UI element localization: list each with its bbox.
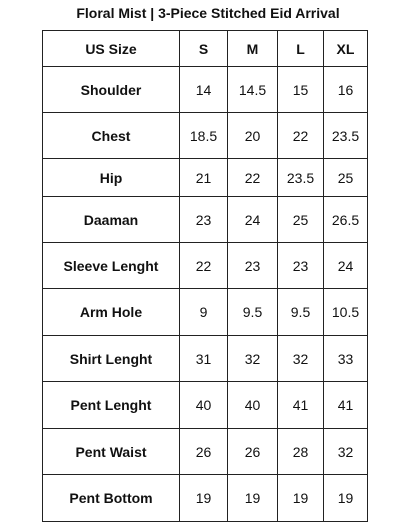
table-row — [43, 243, 368, 289]
table-cell: 20 — [228, 113, 278, 159]
table-cell: 31 — [180, 336, 228, 382]
row-label: Hip — [43, 159, 180, 197]
table-cell: 40 — [228, 382, 278, 429]
table-cell: 14.5 — [228, 67, 278, 113]
size-chart-table — [42, 30, 368, 522]
table-cell: 19 — [228, 475, 278, 522]
table-row — [43, 475, 368, 522]
table-cell: 22 — [180, 243, 228, 289]
table-cell: 9.5 — [228, 289, 278, 336]
column-header: L — [278, 31, 324, 67]
table-row — [43, 429, 368, 475]
table-cell: 24 — [228, 197, 278, 243]
table-cell: 33 — [324, 336, 368, 382]
table-cell: 22 — [278, 113, 324, 159]
column-header: S — [180, 31, 228, 67]
table-row — [43, 197, 368, 243]
table-cell: 14 — [180, 67, 228, 113]
table-cell: 9.5 — [278, 289, 324, 336]
row-label: Daaman — [43, 197, 180, 243]
table-cell: 28 — [278, 429, 324, 475]
row-label: Pent Lenght — [43, 382, 180, 429]
table-cell: 25 — [278, 197, 324, 243]
row-label: Shirt Lenght — [43, 336, 180, 382]
row-label: Chest — [43, 113, 180, 159]
table-header-row — [43, 31, 368, 67]
table-cell: 19 — [180, 475, 228, 522]
table-cell: 23 — [278, 243, 324, 289]
row-label: Pent Waist — [43, 429, 180, 475]
table-cell: 24 — [324, 243, 368, 289]
table-cell: 16 — [324, 67, 368, 113]
table-row — [43, 336, 368, 382]
table-cell: 26.5 — [324, 197, 368, 243]
column-header: XL — [324, 31, 368, 67]
row-label: Sleeve Lenght — [43, 243, 180, 289]
table-cell: 9 — [180, 289, 228, 336]
table-cell: 26 — [228, 429, 278, 475]
row-label: Arm Hole — [43, 289, 180, 336]
table-cell: 23 — [228, 243, 278, 289]
page-title: Floral Mist | 3-Piece Stitched Eid Arrival — [76, 5, 340, 21]
table-cell: 19 — [278, 475, 324, 522]
table-cell: 25 — [324, 159, 368, 197]
column-header: M — [228, 31, 278, 67]
table-cell: 23.5 — [324, 113, 368, 159]
table-cell: 18.5 — [180, 113, 228, 159]
row-label: Pent Bottom — [43, 475, 180, 522]
table-cell: 19 — [324, 475, 368, 522]
table-cell: 41 — [324, 382, 368, 429]
table-cell: 41 — [278, 382, 324, 429]
table-row — [43, 67, 368, 113]
table-row — [43, 113, 368, 159]
table-cell: 32 — [324, 429, 368, 475]
table-cell: 32 — [278, 336, 324, 382]
table-cell: 26 — [180, 429, 228, 475]
table-cell: 32 — [228, 336, 278, 382]
table-cell: 15 — [278, 67, 324, 113]
table-cell: 10.5 — [324, 289, 368, 336]
table-row — [43, 382, 368, 429]
table-cell: 23.5 — [278, 159, 324, 197]
row-label: Shoulder — [43, 67, 180, 113]
table-row — [43, 289, 368, 336]
table-row — [43, 159, 368, 197]
table-cell: 40 — [180, 382, 228, 429]
column-header: US Size — [43, 31, 180, 67]
table-cell: 23 — [180, 197, 228, 243]
table-cell: 21 — [180, 159, 228, 197]
table-cell: 22 — [228, 159, 278, 197]
